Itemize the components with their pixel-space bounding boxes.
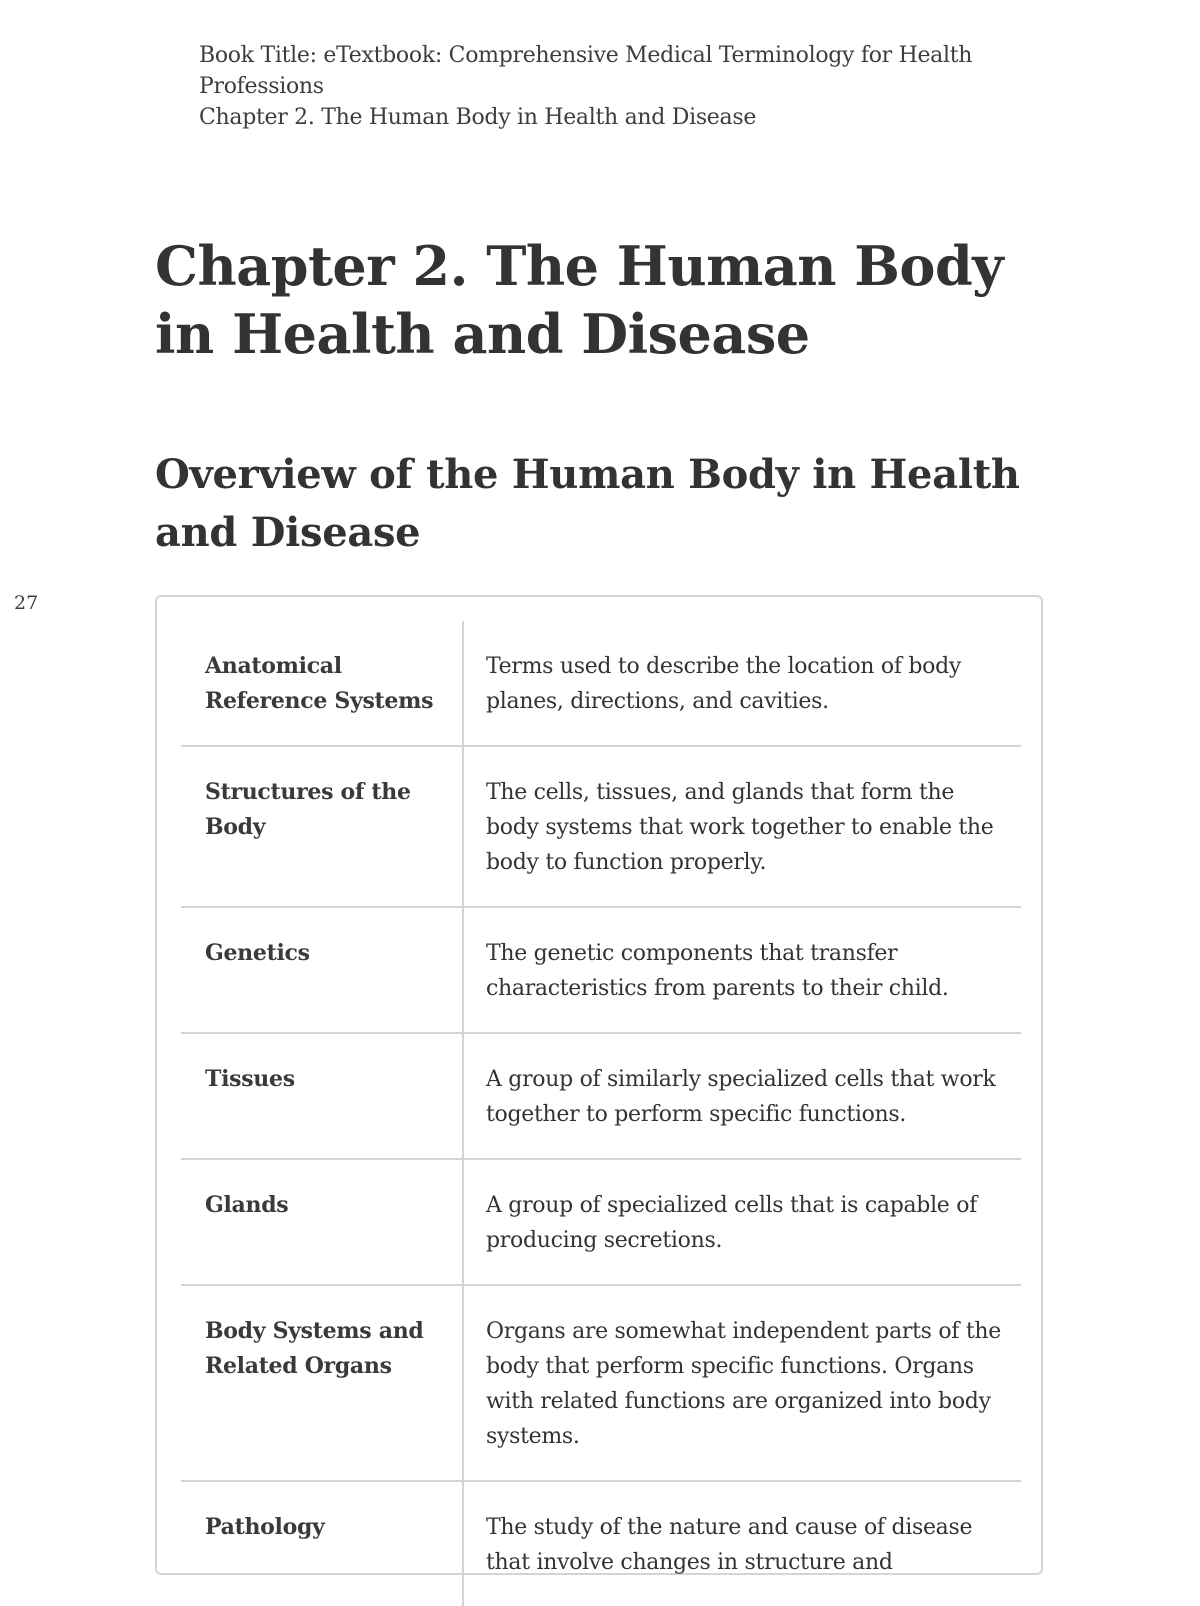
term-cell: Tissues: [181, 1033, 463, 1159]
term-cell: Body Systems and Related Organs: [181, 1285, 463, 1481]
definition-cell: Organs are somewhat independent parts of the body that perform specific functions. Organs with related functions are organized into body systems.: [463, 1285, 1021, 1481]
definition-cell: The study of the nature and cause of disease that involve changes in structure and: [463, 1481, 1021, 1606]
definition-cell: Terms used to describe the location of body planes, directions, and cavities.: [486, 654, 961, 714]
page-number: 27: [14, 592, 39, 614]
overview-table: [181, 621, 1021, 1606]
table-row: [181, 907, 1021, 1033]
definition-cell: A group of similarly specialized cells that work together to perform specific functions.: [463, 1033, 1021, 1159]
table-row: [181, 1285, 1021, 1481]
table-row: [181, 1033, 1021, 1159]
running-header: [199, 40, 1019, 133]
chapter-line: Chapter 2. The Human Body in Health and Disease: [199, 105, 757, 130]
table-row: [181, 1481, 1021, 1606]
term-cell: Genetics: [181, 907, 463, 1033]
term-cell: Glands: [181, 1159, 463, 1285]
book-title-line: Book Title: eTextbook: Comprehensive Medical Terminology for Health Professions: [199, 43, 973, 99]
chapter-title: Chapter 2. The Human Body in Health and Disease: [155, 234, 1004, 366]
section-title: Overview of the Human Body in Health and Disease: [155, 451, 1020, 556]
term-cell: Pathology: [181, 1481, 463, 1606]
definition-cell: The cells, tissues, and glands that form the body systems that work together to enable the body to function properly.: [463, 746, 1021, 907]
definition-cell: The genetic components that transfer characteristics from parents to their child.: [463, 907, 1021, 1033]
table-row: [181, 621, 1021, 746]
overview-table-container: [155, 595, 1043, 1575]
table-row: [181, 1159, 1021, 1285]
definition-cell: A group of specialized cells that is capable of producing secretions.: [463, 1159, 1021, 1285]
table-row: [181, 746, 1021, 907]
term-cell: Anatomical Reference Systems: [181, 621, 463, 746]
term-cell: Structures of the Body: [181, 746, 463, 907]
